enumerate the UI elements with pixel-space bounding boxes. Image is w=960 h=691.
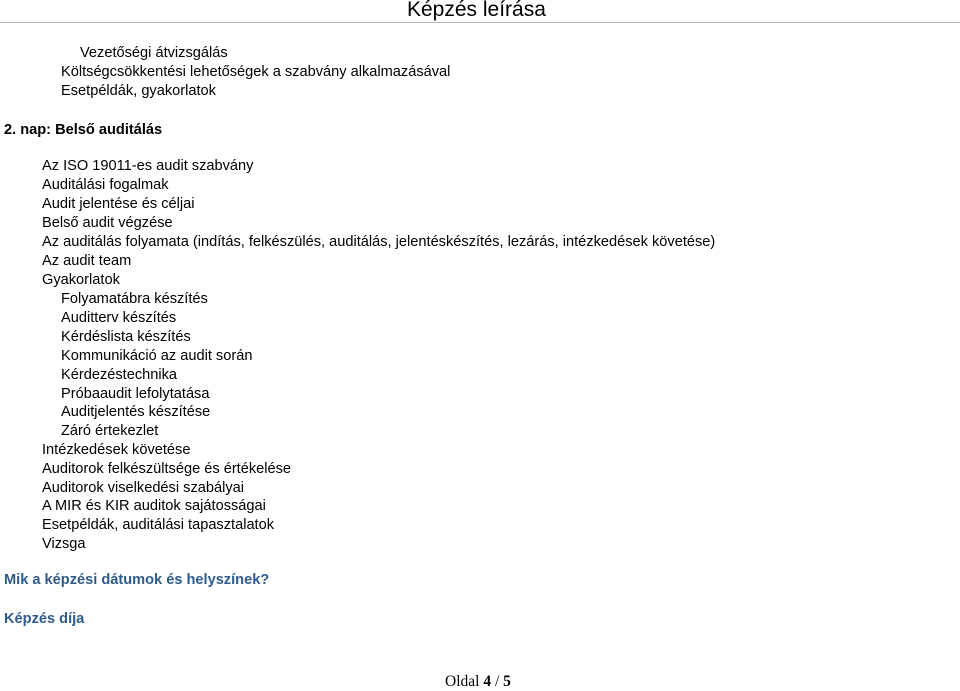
sub-list-item: Kérdéslista készítés: [61, 329, 191, 345]
day2-heading: 2. nap: Belső auditálás: [4, 122, 163, 138]
page-separator: /: [494, 673, 500, 690]
page-label: Oldal: [445, 673, 480, 690]
list-item: Auditálási fogalmak: [42, 177, 169, 193]
sub-list-item: Kommunikáció az audit során: [61, 348, 253, 364]
list-item: Audit jelentése és céljai: [42, 196, 195, 212]
sub-list-item: Kérdezéstechnika: [61, 367, 178, 383]
header-divider: [0, 22, 960, 23]
sub-list-item: Auditjelentés készítése: [61, 404, 211, 420]
page-number-footer: [445, 673, 511, 691]
fee-section-heading: Képzés díja: [4, 611, 85, 627]
list-item: Vezetőségi átvizsgálás: [80, 45, 228, 61]
current-page-number: 4: [483, 673, 492, 690]
list-item: Auditorok felkészültsége és értékelése: [42, 461, 292, 477]
dates-section-heading: Mik a képzési dátumok és helyszínek?: [4, 572, 270, 588]
list-item: Költségcsökkentési lehetőségek a szabvány alkalmazásával: [61, 64, 451, 80]
sub-list-item: Záró értekezlet: [61, 423, 159, 439]
list-item: Intézkedések követése: [42, 442, 191, 458]
list-item: Az auditálás folyamata (indítás, felkészülés, auditálás, jelentéskészítés, lezárás, intézkedések követése): [42, 234, 716, 250]
list-item: Gyakorlatok: [42, 272, 120, 288]
list-item: Az audit team: [42, 253, 132, 269]
list-item: Vizsga: [42, 536, 86, 552]
sub-list-item: Folyamatábra készítés: [61, 291, 208, 307]
list-item: Belső audit végzése: [42, 215, 173, 231]
list-item: A MIR és KIR auditok sajátosságai: [42, 498, 266, 514]
list-item: Esetpéldák, auditálási tapasztalatok: [42, 517, 275, 533]
sub-list-item: Auditterv készítés: [61, 310, 177, 326]
page-header-title: Képzés leírása: [407, 0, 546, 21]
sub-list-item: Próbaaudit lefolytatása: [61, 386, 210, 402]
list-item: Esetpéldák, gyakorlatok: [61, 83, 216, 99]
list-item: Az ISO 19011-es audit szabvány: [42, 158, 254, 174]
list-item: Auditorok viselkedési szabályai: [42, 480, 244, 496]
total-page-count: 5: [503, 673, 511, 690]
